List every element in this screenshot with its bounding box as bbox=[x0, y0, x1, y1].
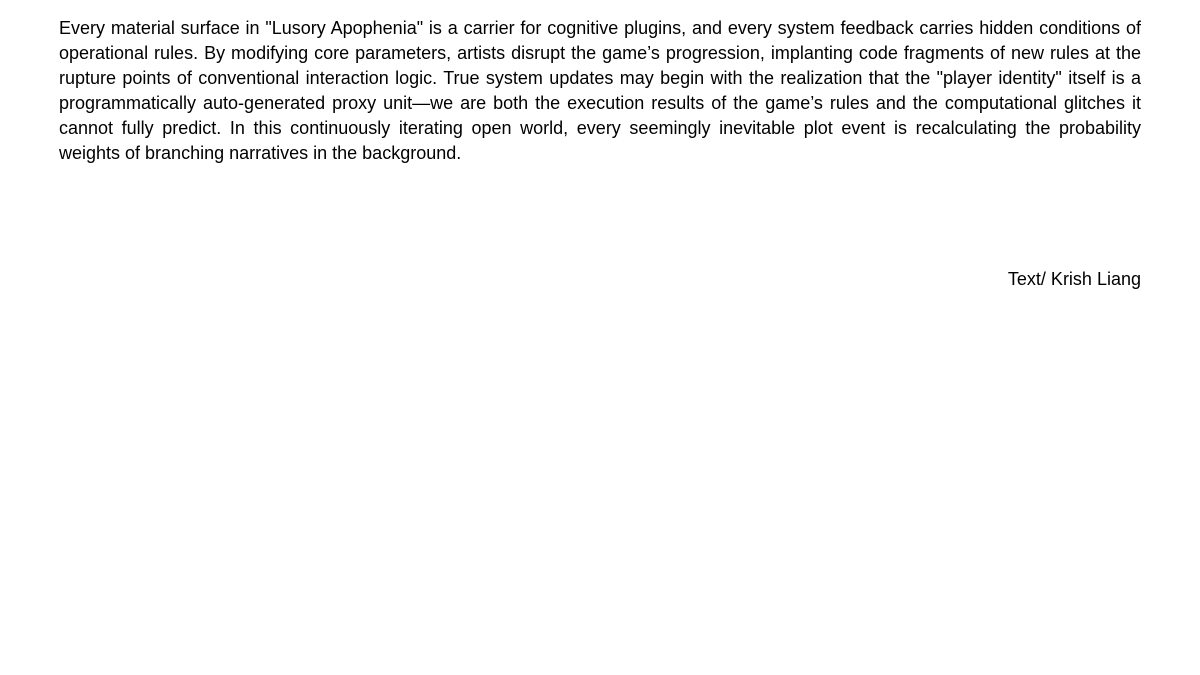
article-body bbox=[59, 16, 1141, 166]
body-paragraph: Every material surface in "Lusory Apophenia" is a carrier for cognitive plugins, and every system feedback carries hidden conditions of operational rules. By modifying core parameters, artists disrupt the game’s progression, implanting code fragments of new rules at the rupture points of conventional interaction logic. True system updates may begin with the realization that the "player identity" itself is a programmatically auto-generated proxy unit—we are both the execution results of the game’s rules and the computational glitches it cannot fully predict. In this continuously iterating open world, every seemingly inevitable plot event is recalculating the probability weights of branching narratives in the background. bbox=[59, 18, 1141, 163]
author-byline: Text/ Krish Liang bbox=[1007, 269, 1141, 289]
